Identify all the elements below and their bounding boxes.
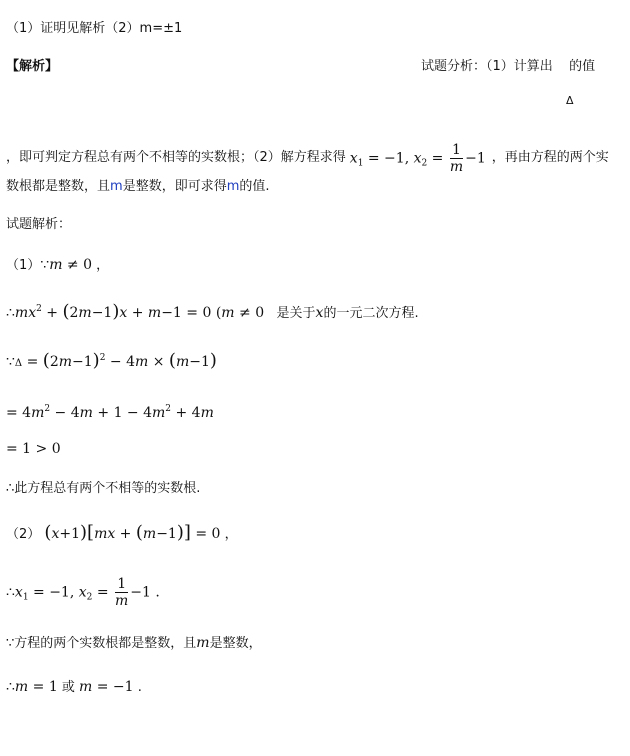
analysis-text-3c: 的值. <box>239 179 270 194</box>
section-label <box>6 58 58 76</box>
analysis-text-2: ，再由方程的两个实 <box>491 150 609 165</box>
part2-label: （2） <box>6 527 41 542</box>
analysis-text-3a: 数根都是整数，且 <box>6 179 111 194</box>
roots-expression: $x_1 = -1$, $x_2$ = $\frac{1}{m}$ −1 <box>349 141 486 175</box>
part1-conclusion: ∴此方程总有两个不相等的实数根. <box>6 481 201 496</box>
section-label-text: 【解析】 <box>6 59 59 74</box>
variable-m: m <box>110 179 123 194</box>
analysis-text-1: ，即可判定方程总有两个不相等的实数根；（2）解方程求得 <box>6 150 346 165</box>
analysis-line-2 <box>6 178 270 196</box>
variable-m: m <box>226 179 240 194</box>
part2-line-3: ∵方程的两个实数根都是整数，且m是整数， <box>6 635 262 651</box>
answer-line <box>6 20 182 38</box>
solution-label <box>6 216 71 234</box>
analysis-text-3b: 是整数，即可求得 <box>122 179 227 194</box>
delta-symbol <box>566 92 574 110</box>
analysis-line-1 <box>6 138 609 178</box>
part1-line-1: （1）∵m ≠ 0 ， <box>6 257 110 273</box>
analysis-head-tail: 的值 <box>569 59 596 74</box>
analysis-head <box>421 58 595 76</box>
part2-line-4: ∴m = 1 或 m = −1 . <box>6 679 142 695</box>
delta-text: Δ <box>566 94 574 107</box>
part2-line-1: （2） (x+1)[mx + (m−1)] = 0 ， <box>6 522 238 543</box>
answer-text: （1）证明见解析（2）m=±1 <box>6 21 183 36</box>
part1-line-4: = $4m^2 - 4m + 1 - 4m^2 + 4m$ <box>6 404 214 421</box>
fraction-1-over-m: $\frac{1}{m}$ <box>115 575 129 609</box>
part2-line-2: $\therefore x_1 = -1$, $x_2$ = $\frac{1}{m}$ −1 . <box>6 575 160 609</box>
solution-label-text: 试题解析： <box>6 217 72 232</box>
part1-label: （1） <box>6 258 41 273</box>
fraction-1-over-m: $\frac{1}{m}$ <box>449 141 464 175</box>
part1-line-2: $\therefore mx^2 + (2m-1)x + m-1 = 0$ (m ≠ 0 是关于x的一元二次方程. <box>6 301 419 322</box>
part1-line-3: ∵Δ = $(2m-1)^2 - 4m \times (m-1)$ <box>6 350 217 371</box>
part1-line-5: = 1 > 0 <box>6 441 61 457</box>
part1-line-6 <box>6 480 200 498</box>
analysis-head-text: 试题分析：（1）计算出 <box>421 59 553 74</box>
